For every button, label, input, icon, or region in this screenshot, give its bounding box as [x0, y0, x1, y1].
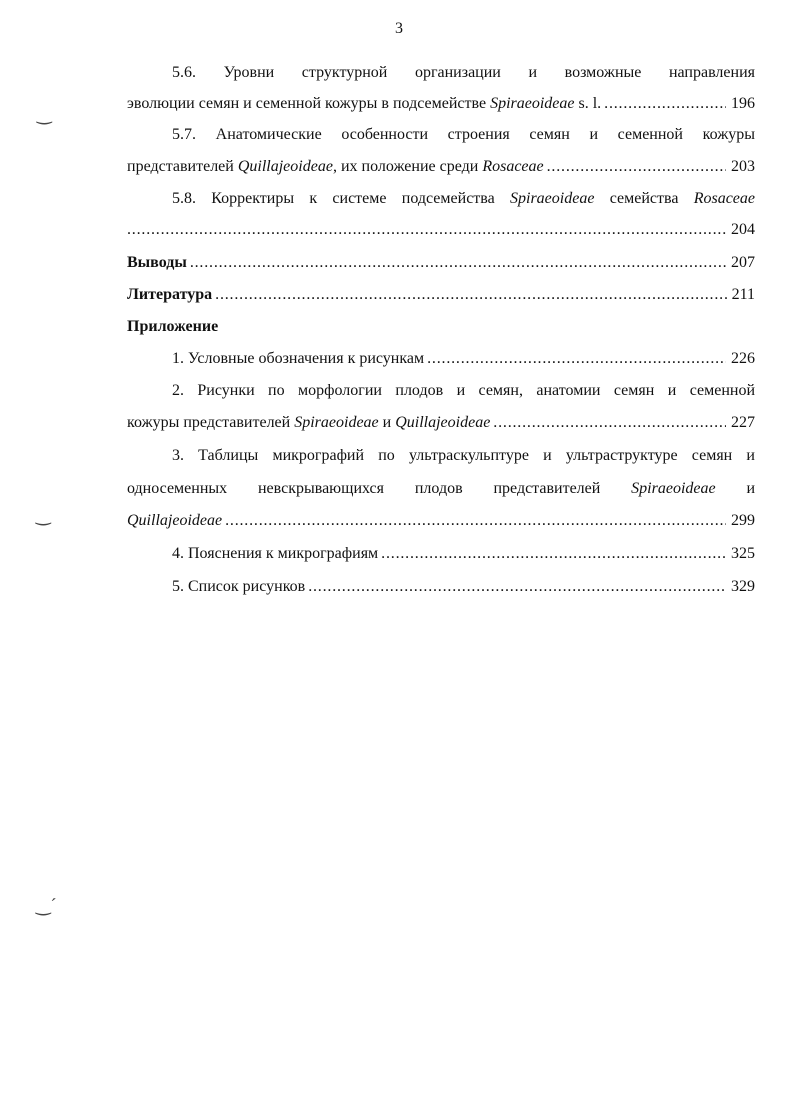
page-ref: 211	[731, 286, 755, 303]
toc-5-6-line-1: 5.6. Уровни структурной организации и возможные направления	[172, 64, 755, 81]
appendix-3-title-end: Quillajeoideae	[127, 512, 223, 529]
page-ref: 329	[731, 578, 755, 595]
toc-appendix-2-line-2[interactable]	[127, 412, 755, 434]
toc-appendix-1[interactable]	[172, 348, 755, 370]
toc-appendix-heading: Приложение	[127, 318, 219, 335]
toc-5-6-line-2[interactable]	[127, 93, 755, 115]
literature-label: Литература	[127, 286, 213, 303]
toc-literature[interactable]	[127, 284, 755, 306]
toc-appendix-4[interactable]	[172, 543, 755, 565]
toc-5-7-title: представителей Quillajeoideae, их положение среди Rosaceae	[127, 158, 544, 175]
conclusions-label: Выводы	[127, 254, 187, 271]
toc-appendix-3-line-2: односеменных невскрывающихся плодов представителей Spiraeoideae и	[127, 480, 755, 497]
toc-appendix-3-line-1: 3. Таблицы микрографий по ультраскульптуре и ультраструктуре семян и	[172, 447, 755, 464]
toc-conclusions[interactable]	[127, 252, 755, 274]
toc-appendix-5[interactable]	[172, 576, 755, 598]
dot-leader	[215, 284, 726, 306]
dot-leader	[493, 412, 726, 434]
page-ref: 204	[731, 221, 755, 238]
toc-appendix-2-line-1: 2. Рисунки по морфологии плодов и семян, анатомии семян и семенной	[172, 382, 755, 399]
dot-leader	[547, 156, 726, 178]
appendix-5-title: 5. Список рисунков	[172, 578, 306, 595]
scan-mark: ‿	[36, 505, 51, 525]
toc-5-7-line-1: 5.7. Анатомические особенности строения семян и семенной кожуры	[172, 126, 755, 143]
page-ref: 226	[731, 350, 755, 367]
page-ref: 196	[731, 95, 755, 112]
dot-leader	[127, 219, 726, 241]
page-ref: 227	[731, 414, 755, 431]
dot-leader	[190, 252, 726, 274]
dot-leader	[308, 576, 726, 598]
toc-5-6-title: эволюции семян и семенной кожуры в подсемействе Spiraeoideae s. l.	[127, 95, 602, 112]
dot-leader	[427, 348, 726, 370]
appendix-2-title: кожуры представителей Spiraeoideae и Quillajeoideae	[127, 414, 491, 431]
toc-5-7-line-2[interactable]	[127, 156, 755, 178]
page-ref: 203	[731, 158, 755, 175]
page-ref: 325	[731, 545, 755, 562]
dot-leader	[381, 543, 726, 565]
dot-leader	[604, 93, 726, 115]
scan-mark: ‿ˊ	[36, 895, 57, 915]
toc-5-8-line-1: 5.8. Корректиры к системе подсемейства Spiraeoideae семейства Rosaceae	[172, 190, 755, 207]
appendix-4-title: 4. Пояснения к микрографиям	[172, 545, 379, 562]
toc-5-8-line-2[interactable]	[127, 219, 755, 241]
page-number: 3	[395, 20, 403, 37]
scan-mark: ‿	[37, 104, 52, 124]
toc-appendix-3-line-3[interactable]	[127, 510, 755, 532]
appendix-1-title: 1. Условные обозначения к рисункам	[172, 350, 425, 367]
dot-leader	[225, 510, 726, 532]
page-ref: 299	[731, 512, 755, 529]
page-ref: 207	[731, 254, 755, 271]
